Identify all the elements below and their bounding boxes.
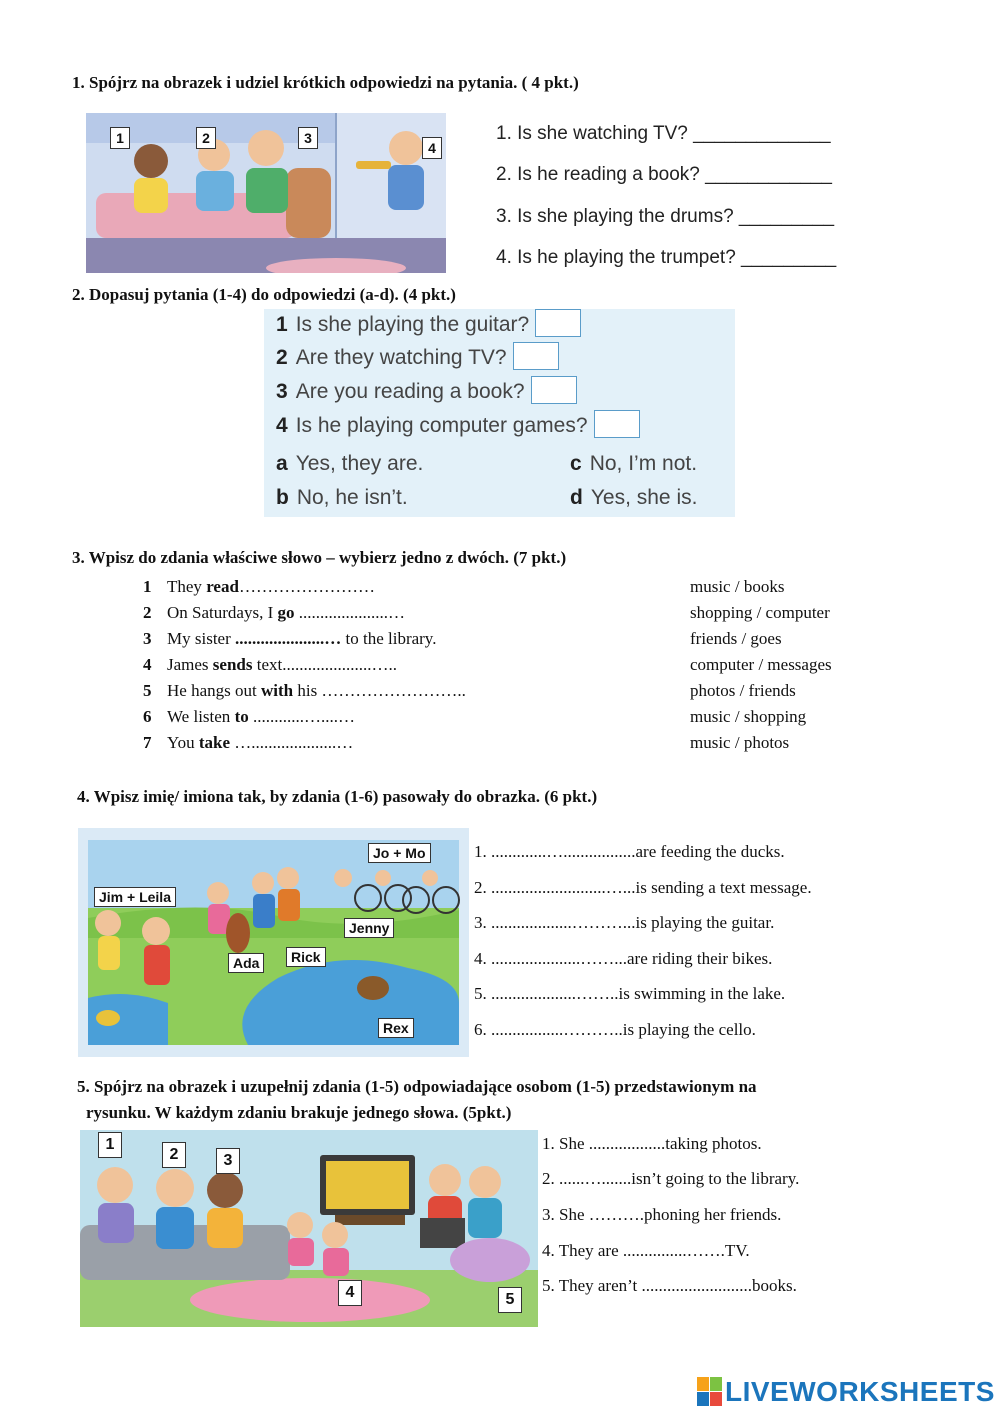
item-number: 4: [143, 655, 152, 674]
picture-label-5: 5: [498, 1287, 522, 1313]
bold-word: .....................…: [235, 629, 342, 648]
task4-sentence-6[interactable]: 6. .................………..is playing the cello.: [474, 1020, 756, 1039]
bold-word: go: [277, 603, 295, 622]
task2-heading: 2. Dopasuj pytania (1-4) do odpowiedzi (a-d). (4 pkt.): [72, 285, 456, 304]
picture-label-4: 4: [338, 1280, 362, 1306]
task4-sentence-5[interactable]: 5. ....................……..is swimming in the lake.: [474, 984, 786, 1003]
task2-answer-c: [570, 452, 697, 476]
task3-sentence-3[interactable]: [143, 629, 436, 649]
picture-label-2: 2: [196, 127, 216, 149]
bold-word: take: [198, 733, 230, 752]
item-number: 6: [143, 707, 152, 726]
sentence-start: James: [167, 655, 213, 674]
task3-options-7: music / photos: [690, 733, 790, 752]
task2-matching-box: [264, 309, 735, 517]
task1-question-4[interactable]: 4. Is he playing the trumpet? _________: [496, 247, 837, 268]
task3-heading: 3. Wpisz do zdania właściwe słowo – wybierz jedno z dwóch. (7 pkt.): [72, 548, 567, 567]
picture-label-ada: Ada: [228, 953, 264, 973]
lounge-illustration: [80, 1130, 538, 1327]
picture-label-rick: Rick: [286, 947, 326, 967]
task5-heading-line-1: 5. Spójrz na obrazek i uzupełnij zdania (1-5) odpowiadające osobom (1-5) przedstawionym na: [77, 1077, 757, 1096]
living-room-illustration: [86, 113, 446, 273]
answer-letter: d: [570, 486, 583, 509]
answer-box-3[interactable]: [531, 376, 577, 404]
answer-letter: a: [276, 452, 288, 475]
logo-text: LIVEWORKSHEETS: [725, 1376, 995, 1407]
task5-sentence-3[interactable]: 3. She ……….phoning her friends.: [542, 1205, 782, 1224]
sentence-start: My sister: [167, 629, 235, 648]
question-number: 3: [276, 380, 288, 403]
task2-answer-a: [276, 452, 423, 476]
picture-label-jenny: Jenny: [344, 918, 394, 938]
sentence-start: On Saturdays, I: [167, 603, 278, 622]
task3-sentence-1[interactable]: [143, 577, 375, 597]
sentence-end: …....................…: [230, 733, 354, 752]
answer-box-2[interactable]: [513, 342, 559, 370]
task4-heading: 4. Wpisz imię/ imiona tak, by zdania (1-6) pasowały do obrazka. (6 pkt.): [77, 787, 598, 806]
task3-options-3: friends / goes: [690, 629, 782, 648]
task1-heading: 1. Spójrz na obrazek i udziel krótkich odpowiedzi na pytania. ( 4 pkt.): [72, 73, 579, 92]
picture-label-1: 1: [98, 1132, 122, 1158]
task5-sentence-2[interactable]: 2. ......….......isn’t going to the library.: [542, 1169, 800, 1188]
question-number: 1: [276, 313, 288, 336]
task2-answer-d: [570, 486, 697, 510]
task3-options-1: music / books: [690, 577, 785, 596]
task3-options-2: shopping / computer: [690, 603, 830, 622]
answer-text: Yes, she is.: [590, 486, 698, 509]
answer-box-4[interactable]: [594, 410, 640, 438]
task2-question-3: [276, 376, 577, 404]
sentence-start: We listen: [167, 707, 235, 726]
picture-label-1: 1: [110, 127, 130, 149]
sentence-end: to the library.: [341, 629, 437, 648]
picture-label-4: 4: [422, 137, 442, 159]
task5-picture: [80, 1130, 538, 1327]
sentence-end: ……………………: [238, 577, 375, 596]
question-text: Is he playing computer games?: [295, 414, 588, 437]
question-number: 2: [276, 346, 288, 369]
bold-word: with: [260, 681, 294, 700]
task2-question-2: [276, 342, 559, 370]
sentence-end: ............…....…: [248, 707, 355, 726]
task3-options-5: photos / friends: [690, 681, 796, 700]
answer-text: Yes, they are.: [295, 452, 424, 475]
task3-sentence-7[interactable]: [143, 733, 353, 753]
task2-question-4: [276, 410, 640, 438]
task4-sentence-3[interactable]: 3. ...................………...is playing the guitar.: [474, 913, 775, 932]
bold-word: read: [206, 577, 239, 596]
answer-letter: c: [570, 452, 582, 475]
question-text: Are they watching TV?: [295, 346, 507, 369]
task3-sentence-5[interactable]: [143, 681, 466, 701]
task5-heading-line-2: rysunku. W każdym zdaniu brakuje jednego słowa. (5pkt.): [86, 1103, 512, 1122]
picture-label-2: 2: [162, 1142, 186, 1168]
task1-picture: [86, 113, 446, 273]
task4-sentence-4[interactable]: 4. .....................……...are riding their bikes.: [474, 949, 773, 968]
task3-options-6: music / shopping: [690, 707, 807, 726]
task5-sentence-4[interactable]: 4. They are ...............…….TV.: [542, 1241, 750, 1260]
item-number: 2: [143, 603, 152, 622]
answer-box-1[interactable]: [535, 309, 581, 337]
task4-sentence-2[interactable]: 2. ...........................…...is sending a text message.: [474, 878, 812, 897]
task2-question-1: [276, 309, 581, 337]
sentence-start: You: [167, 733, 199, 752]
question-text: Are you reading a book?: [295, 380, 525, 403]
task3-options-4: computer / messages: [690, 655, 832, 674]
answer-text: No, he isn’t.: [296, 486, 408, 509]
logo-blocks-icon: [697, 1377, 723, 1407]
task5-sentence-5[interactable]: 5. They aren’t ..........................books.: [542, 1276, 797, 1295]
picture-label-3: 3: [216, 1148, 240, 1174]
task3-sentence-6[interactable]: [143, 707, 355, 727]
sentence-end: .....................…: [294, 603, 405, 622]
item-number: 3: [143, 629, 152, 648]
task1-question-3[interactable]: 3. Is she playing the drums? _________: [496, 206, 835, 227]
item-number: 5: [143, 681, 152, 700]
sentence-end: text.....................…..: [252, 655, 397, 674]
item-number: 7: [143, 733, 152, 752]
liveworksheets-logo: [697, 1376, 995, 1408]
sentence-start: He hangs out: [167, 681, 261, 700]
picture-label-jim-leila: Jim + Leila: [94, 887, 176, 907]
bold-word: to: [234, 707, 249, 726]
task4-picture: [78, 828, 469, 1057]
sentence-end: his ……………………..: [293, 681, 466, 700]
task1-question-2[interactable]: 2. Is he reading a book? ____________: [496, 164, 832, 185]
task2-answer-b: [276, 486, 408, 510]
task3-sentence-2[interactable]: [143, 603, 405, 623]
picture-label-rex: Rex: [378, 1018, 414, 1038]
answer-text: No, I’m not.: [589, 452, 698, 475]
task4-sentence-1[interactable]: 1. .............….................are feeding the ducks.: [474, 842, 785, 861]
task3-sentence-4[interactable]: [143, 655, 397, 675]
task5-sentence-1[interactable]: 1. She ..................taking photos.: [542, 1134, 762, 1153]
answer-letter: b: [276, 486, 289, 509]
question-number: 4: [276, 414, 288, 437]
sentence-start: They: [167, 577, 207, 596]
task1-question-1[interactable]: 1. Is she watching TV? _____________: [496, 123, 831, 144]
picture-label-3: 3: [298, 127, 318, 149]
picture-label-jo-mo: Jo + Mo: [368, 843, 431, 863]
item-number: 1: [143, 577, 152, 596]
question-text: Is she playing the guitar?: [295, 313, 530, 336]
bold-word: sends: [212, 655, 253, 674]
